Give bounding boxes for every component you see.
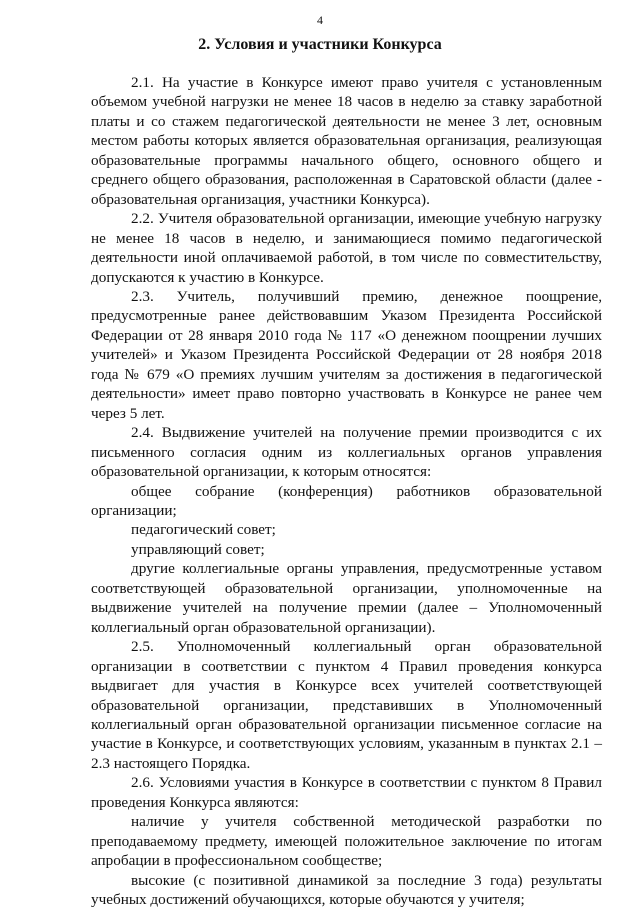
list-item-other-bodies: другие коллегиальные органы управления, предусмотренные уставом соответствующей образовательной организации, уполномоченные на выдвижение учителей на получение премии (далее – Уполномоченный коллегиальный орган образовательной организации). <box>91 560 602 636</box>
list-item-student-achievements: высокие (с позитивной динамикой за последние 3 года) результаты учебных достижений обучающихся, которые обучаются у учителя; <box>91 871 602 909</box>
list-item-pedagogical-council: педагогический совет; <box>131 521 276 539</box>
paragraph-2-3: 2.3. Учитель, получивший премию, денежное поощрение, предусмотренные ранее действовавшим Указом Президента Российской Федерации от 28 января 2010 года № 117 «О денежном поощрении лучших учителей» и Указом Президента Российской Федерации от 28 ноября 2018 года № 679 «О премиях лучшим учителям за достижения в педагогической деятельности» имеет право повторно участвовать в Конкурсе не ранее чем через 5 лет. <box>91 287 602 422</box>
list-item-general-meeting: общее собрание (конференция) работников образовательной организации; <box>91 482 602 519</box>
paragraph-2-2: 2.2. Учителя образовательной организации, имеющие учебную нагрузку не менее 18 часов в неделю, и занимающиеся помимо педагогической деятельности иной оплачиваемой работой, в том числе по совместительству, допускаются к участию в Конкурсе. <box>91 210 602 286</box>
paragraph-2-6: 2.6. Условиями участия в Конкурсе в соответствии с пунктом 8 Правил проведения Конкурса являются: <box>91 774 602 811</box>
list-item-methodical-development: наличие у учителя собственной методической разработки по преподаваемому предмету, имеющей положительное заключение по итогам апробации в профессиональном сообществе; <box>91 813 602 870</box>
list-item-governing-council: управляющий совет; <box>131 540 265 558</box>
paragraph-2-1: 2.1. На участие в Конкурсе имеют право учителя с установленным объемом учебной нагрузки не менее 18 часов в неделю за ставку заработной платы и со стажем педагогической деятельности не менее 3 лет, основным местом работы которых является образовательная организация, реализующая образовательные программы начального общего, основного общего и среднего общего образования, расположенная в Саратовской области (далее - образовательная организация, участники Конкурса). <box>91 74 602 208</box>
section-title: 2. Условия и участники Конкурса <box>198 36 442 53</box>
paragraph-2-4: 2.4. Выдвижение учителей на получение премии производится с их письменного согласия одним из коллегиальных органов управления образовательной организации, к которым относятся: <box>91 424 602 481</box>
paragraph-2-5: 2.5. Уполномоченный коллегиальный орган образовательной организации в соответствии с пунктом 4 Правил проведения конкурса выдвигает для участия в Конкурсе всех учителей соответствующей образовательной организации, представивших в Уполномоченный коллегиальный орган образовательной организации письменное согласие на участие в Конкурсе, и соответствующих условиям, указанным в пунктах 2.1 – 2.3 настоящего Порядка. <box>91 638 602 772</box>
page-number: 4 <box>317 13 323 27</box>
section-body <box>91 73 602 909</box>
